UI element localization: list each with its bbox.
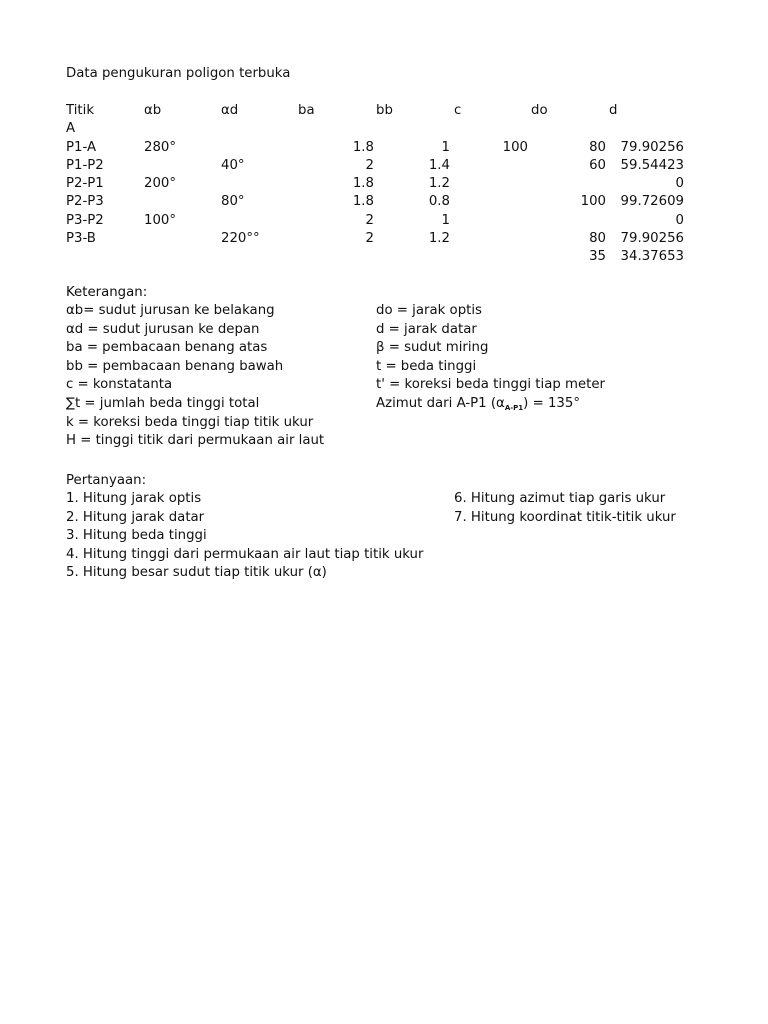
cell-titik: A [66, 121, 76, 137]
header-titik: Titik [66, 103, 95, 118]
cell-c: 1.4 [428, 157, 450, 173]
cell-ab: 280° [144, 139, 177, 155]
question-item: 4. Hitung tinggi dari permukaan air laut tiap titik ukur [66, 546, 424, 562]
keterangan-left-list [66, 302, 324, 451]
cell-c: 1 [441, 139, 450, 155]
cell-titik: P1-A [66, 139, 97, 155]
cell-d: 100 [580, 194, 606, 210]
keterangan-item: k = koreksi beda tinggi tiap titik ukur [66, 414, 314, 430]
header-ad: αd [221, 103, 239, 118]
cell-bb: 1.8 [352, 139, 374, 155]
cell-ab: 100° [144, 212, 177, 228]
keterangan-right-list [376, 302, 605, 414]
azimut-note [376, 395, 605, 414]
cell-bb: 1.8 [352, 176, 374, 192]
question-item: 6. Hitung azimut tiap garis ukur [454, 491, 666, 506]
header-ba: ba [298, 103, 315, 118]
header-bb: bb [376, 103, 393, 118]
table-header-row [66, 102, 686, 120]
cell-bb: 2 [365, 231, 374, 247]
keterangan-item: H = tinggi titik dari permukaan air laut [66, 433, 325, 449]
question-item: 3. Hitung beda tinggi [66, 528, 207, 544]
cell-titik: P2-P1 [66, 176, 104, 192]
keterangan-label: Keterangan: [66, 285, 148, 300]
question-item: 2. Hitung jarak datar [66, 509, 205, 525]
cell-titik: P2-P3 [66, 194, 104, 210]
keterangan-item: bb = pembacaan benang bawah [66, 358, 284, 374]
table-row [66, 248, 686, 266]
question-item: 5. Hitung besar sudut tiap titik ukur (α) [66, 565, 327, 581]
cell-ad: 80° [221, 194, 245, 210]
cell-d: 80 [589, 231, 606, 247]
cell-ab: 200° [144, 176, 177, 192]
cell-d: 35 [589, 249, 606, 265]
cell-extra: 0 [675, 212, 684, 228]
cell-d: 80 [589, 139, 606, 155]
table-row [66, 193, 686, 211]
cell-bb: 2 [365, 157, 374, 173]
cell-ad: 220°° [221, 231, 260, 247]
cell-extra: 59.54423 [620, 157, 684, 173]
cell-extra: 99.72609 [620, 194, 684, 210]
cell-titik: P3-P2 [66, 212, 104, 228]
cell-bb: 1.8 [352, 194, 374, 210]
azimut-prefix: Azimut dari A-P1 (α [376, 395, 505, 411]
cell-c: 1.2 [428, 231, 450, 247]
keterangan-item: αb= sudut jurusan ke belakang [66, 303, 275, 318]
pertanyaan-right-list [454, 490, 686, 527]
keterangan-item: do = jarak optis [376, 303, 482, 318]
cell-d: 60 [589, 157, 606, 173]
keterangan-item: c = konstatanta [66, 377, 173, 393]
cell-extra: 34.37653 [620, 249, 684, 265]
table-body [66, 120, 686, 266]
keterangan-item: β = sudut miring [376, 340, 489, 356]
keterangan-item: αd = sudut jurusan ke depan [66, 321, 260, 337]
keterangan-item: d = jarak datar [376, 321, 477, 337]
keterangan-item: ∑t = jumlah beda tinggi total [66, 395, 260, 411]
cell-c: 1.2 [428, 176, 450, 192]
pertanyaan-left-list [66, 490, 423, 583]
cell-bb: 2 [365, 212, 374, 228]
header-ab: αb [144, 103, 162, 118]
cell-extra: 0 [675, 176, 684, 192]
cell-c: 0.8 [428, 194, 450, 210]
question-item: 7. Hitung koordinat titik-titik ukur [454, 509, 676, 525]
keterangan-item: t = beda tinggi [376, 358, 477, 374]
header-c: c [454, 103, 462, 118]
pertanyaan-label: Pertanyaan: [66, 473, 147, 488]
document-title: Data pengukuran poligon terbuka [66, 66, 291, 81]
cell-extra: 79.90256 [620, 231, 684, 247]
cell-titik: P1-P2 [66, 157, 104, 173]
keterangan-item: ba = pembacaan benang atas [66, 340, 268, 356]
table-row [66, 120, 686, 138]
cell-do: 100 [502, 139, 528, 155]
table-row [66, 212, 686, 230]
azimut-subscript: A-P1 [504, 403, 524, 412]
cell-ad: 40° [221, 157, 245, 173]
cell-extra: 79.90256 [620, 139, 684, 155]
table-row [66, 139, 686, 157]
header-do: do [531, 103, 548, 118]
azimut-suffix: ) = 135° [523, 395, 580, 411]
table-row [66, 157, 686, 175]
table-row [66, 175, 686, 193]
cell-titik: P3-B [66, 231, 96, 247]
question-item: 1. Hitung jarak optis [66, 491, 202, 506]
keterangan-item: t' = koreksi beda tinggi tiap meter [376, 377, 606, 393]
measurement-table [66, 102, 686, 272]
cell-c: 1 [441, 212, 450, 228]
table-row [66, 230, 686, 248]
header-d: d [609, 103, 618, 118]
